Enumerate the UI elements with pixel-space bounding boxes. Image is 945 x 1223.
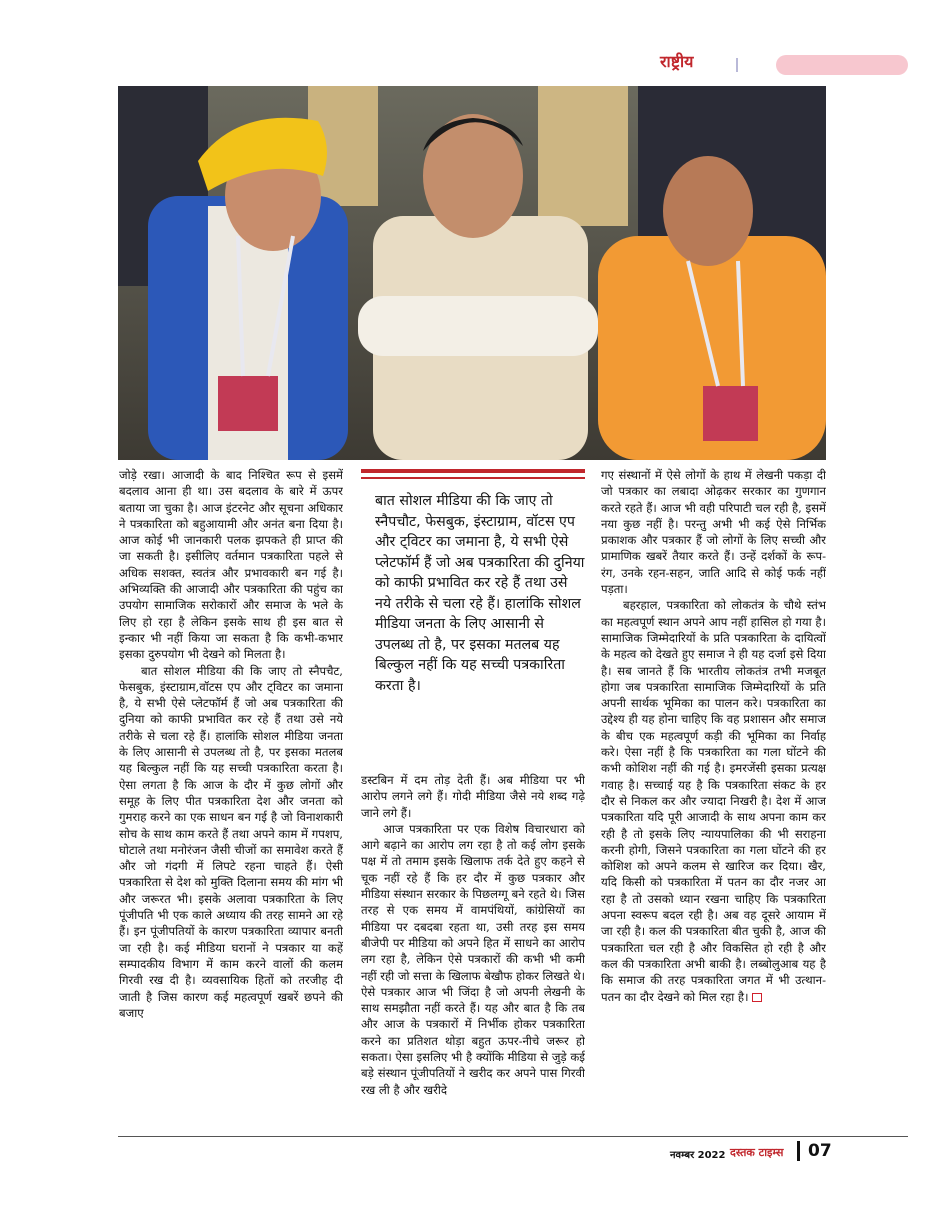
text-column-3 [601, 467, 826, 1127]
footer-magazine-logo: दस्तक टाइम्स [730, 1146, 784, 1159]
paragraph: आज पत्रकारिता पर एक विशेष विचारधारा को आगे बढ़ाने का आरोप लग रहा है तो कई लोग इसके पक्ष में तो तमाम इसके खिलाफ तर्क देते हुए कहने से चूक नहीं रहे हैं कि हर दौर में कुछ पत्रकार और मीडिया संस्थान सरकार के पिछलग्गू बने रहते थे। जिस तरह से एक समय में वामपंथियों, कांग्रेसियों का मीडिया पर दबदबा रहता था, उसी तरह इस समय बीजेपी पर मीडिया को अपने हित में साधने का आरोप लग रहा है, लेकिन ऐसे पत्रकारों की कभी भी कमी नहीं रही जो सत्ता के खिलाफ बेखौफ होकर लिखते थे। ऐसे पत्रकार आज भी जिंदा है जो अपनी लेखनी के साथ समझौता नहीं करते हैं। यह और बात है कि तब और आज के पत्रकारों में निर्भीक होकर पत्रकारिता करने का प्रतिशत थोड़ा बहुत ऊपर-नीचे जरूर हो सकता। ऐसा इसलिए भी है क्योंकि मीडिया से जुड़े कई बड़े संस्थान पूंजीपतियों ने खरीद कर अपने पास गिरवी रख ली है और खरीदे [361, 821, 585, 1097]
section-title: राष्ट्रीय [660, 52, 694, 71]
paragraph: जोड़े रखा। आजादी के बाद निश्चित रूप से इसमें बदलाव आना ही था। उस बदलाव के बारे में ऊपर बताया जा चुका है। आज इंटरनेट और सूचना अधिकार ने पत्रकारिता को बहुआयामी और अनंत बना दिया है। आज कोई भी जानकारी पलक झपकते ही प्राप्त की जा सकती है। इसीलिए वर्तमान पत्रकारिता पहले से अधिक सशक्त, स्वतंत्र और प्रभावकारी बन गई है। अभिव्यक्ति की आजादी और पत्रकारिता की पहुंच का उपयोग सामाजिक सरोकारों और समाज के भले के लिए हो रहा है लेकिन इसके साथ ही इस बात से इन्कार भी नहीं किया जा सकता है कि कभी-कभार इसका दुरुपयोग भी देखने को मिलता है। [119, 468, 343, 662]
paragraph-last [601, 597, 826, 1004]
text-column-2 [361, 772, 585, 1127]
header-divider [736, 58, 738, 72]
footer-rule [118, 1136, 908, 1137]
pull-quote [361, 469, 585, 769]
article-photo [118, 86, 826, 460]
paragraph: बात सोशल मीडिया की कि जाए तो स्नैपचैट, फेसबुक, इंस्टाग्राम,वॉटस एप और ट्विटर का जमाना है, ये सभी ऐसे प्लेटफॉर्म हैं जो अब पत्रकारिता की दुनिया को काफी प्रभावित कर रहे हैं तथा उसे नये तरीके से चला रहे हैं। हालांकि सोशल मीडिया जनता के लिए आसानी से उपलब्ध तो है, पर इसका मतलब यह बिल्कुल नहीं कि यह सच्ची पत्रकारिता करता है। ऐसा लगता है कि आज के दौर में कुछ लोगों और समूह के लिए पीत पत्रकारिता देश और जनता को गुमराह करने का एक साधन बन गई है जो विनाशकारी सोच के साथ काम करते हैं तथा अपने काम में गपशप, घोटाले तथा मनोरंजन जैसी चीजों का समावेश करते हैं और जो गंदगी में लिपटे रहना चाहते हैं। ऐसी पत्रकारिता से देश को मुक्ति दिलाना समय की मांग भी और जरूरत भी। इसके अलावा पत्रकारिता के लिए पूंजीपति भी एक काले अध्याय की तरह सामने आ रहे हैं। इन पूंजीपतियों के कारण पत्रकारिता व्यापार बनती जा रही है। कई मीडिया घरानों ने पत्रकार या कहें सम्पादकीय विभाग में काम करने वालों की कलम गिरवी रख दी है। व्यवसायिक हितों को तरजीह दी जाती है जिस कारण कई महत्वपूर्ण खबरें छपने की बजाए [119, 663, 343, 1020]
paragraph: गए संस्थानों में ऐसे लोगों के हाथ में लेखनी पकड़ा दी जो पत्रकार का लबादा ओढ़कर सरकार का गुणगान करते रहते हैं। आज भी वही परिपाटी चल रही है, इसमें नया कुछ नहीं है। परन्तु अभी भी कई ऐसे निर्भिक प्रकाशक और पत्रकार हैं जो लोगों के लिए सच्ची और प्रामाणिक खबरें तैयार करते हैं। उन्हें दर्शकों के रूप-रंग, उनके रहन-सहन, जाति आदि से कोई फर्क नहीं पड़ता। [601, 468, 826, 597]
quote-rule-thin [361, 477, 585, 479]
page-number: 07 [808, 1141, 832, 1161]
footer-separator [797, 1141, 800, 1161]
header-pill-decoration [776, 55, 908, 75]
paragraph: डस्टबिन में दम तोड़ देती हैं। अब मीडिया पर भी आरोप लगने लगे हैं। गोदी मीडिया जैसे नये शब्द गढ़े जाने लगे हैं। [361, 773, 585, 820]
text-column-1 [119, 467, 343, 1127]
pull-quote-text: बात सोशल मीडिया की कि जाए तो स्नैपचौट, फेसबुक, इंस्टाग्राम, वॉटस एप और ट्विटर का जमाना है, ये सभी ऐसे प्लेटफॉर्म हैं जो अब पत्रकारिता की दुनिया को काफी प्रभावित कर रहे हैं तथा उसे नये तरीके से चला रहे हैं। हालांकि सोशल मीडिया जनता के लिए आसानी से उपलब्ध तो है, पर इसका मतलब यह बिल्कुल नहीं कि यह सच्ची पत्रकारिता करता है। [375, 493, 585, 694]
end-mark-icon [752, 993, 762, 1002]
photo-three-leaders-icon [118, 86, 826, 460]
quote-rule-thick [361, 469, 585, 473]
footer-issue-date: नवम्बर 2022 [670, 1150, 726, 1161]
paragraph-text: बहरहाल, पत्रकारिता को लोकतंत्र के चौथे स्तंभ का महत्वपूर्ण स्थान अपने आप नहीं हासिल हो गया है। सामाजिक जिम्मेदारियों के प्रति पत्रकारिता के दायित्वों के महत्व को देखते हुए समाज ने ही यह दर्जा इसे दिया है। सब जानते हैं कि भारतीय लोकतंत्र तभी मजबूत होगा जब पत्रकारिता सामाजिक जिम्मेदारियों के प्रति अपनी सार्थक भूमिका का पालन करे। पत्रकारिता का उद्देश्य ही यह होना चाहिए कि वह प्रशासन और समाज के बीच एक महत्वपूर्ण कड़ी की भूमिका का निर्वाह करे। ऐसा नहीं है कि पत्रकारिता का गला घोंटने की कभी कोशिश नहीं की गई है। इमरजेंसी इसका प्रत्यक्ष गवाह है। सच्चाई यह है कि पत्रकारिता संकट के हर दौर से निकल कर और ज्यादा निखरी है। देश में आज पत्रकारिता यदि पूरी आजादी के साथ अपना काम कर रही है तो इसके लिए न्यायपालिका की भी सराहना करनी होगी, जिसने पत्रकारिता का गला घोंटने की हर कोशिश को अपने कलम से खारिज कर दिया। खैर, यदि किसी को पत्रकारिता में पतन का दौर नजर आ रहा है तो उसको ध्यान रखना चाहिए कि पत्रकारिता अपना स्वरूप बदल रही है। अब वह दूसरे आयाम में जा रही है। कल की पत्रकारिता बीत चुकी है, आज की पत्रकारिता चल रही है और विकसित हो रही है और कल की पत्रकारिता अभी बाकी है। लब्बोलुआब यह है कि समाज की तरह पत्रकारिता जगत में भी उत्थान-पतन का दौर देखने को मिल रहा है। [601, 598, 826, 1004]
